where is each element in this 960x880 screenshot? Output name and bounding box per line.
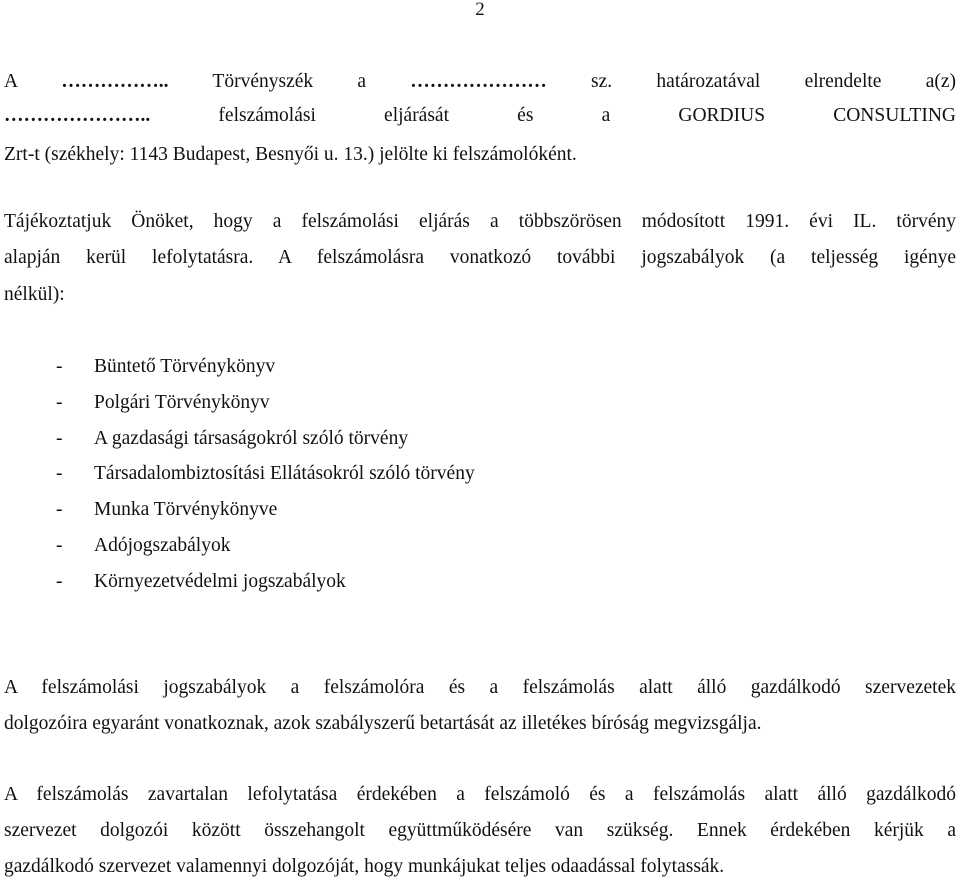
- list-dash: -: [56, 570, 63, 592]
- list-item-text: Környezetvédelmi jogszabályok: [94, 570, 346, 592]
- cooperation-line-1: A felszámolás zavartalan lefolytatása érdekében a felszámoló és a felszámolás alatt álló gazdálkodó: [4, 784, 956, 805]
- list-item-text: Munka Törvénykönyve: [94, 499, 278, 521]
- list-dash: -: [56, 463, 63, 485]
- intro-line-2: [4, 104, 956, 128]
- info-line-3: nélkül):: [4, 284, 65, 305]
- laws-list: [56, 355, 475, 606]
- list-dash: -: [56, 391, 63, 413]
- info-line-2: alapján kerül lefolytatásra. A felszámolásra vonatkozó további jogszabályok (a teljesség igénye: [4, 247, 956, 268]
- list-dash: -: [56, 356, 63, 377]
- list-item: [56, 427, 475, 463]
- list-item: [56, 534, 475, 570]
- list-item: [56, 570, 475, 606]
- list-item: [56, 498, 475, 534]
- intro-line-2-text: felszámolási eljárását és a GORDIUS CONSULTING: [218, 105, 957, 126]
- intro-article: A: [4, 71, 18, 92]
- list-item: [56, 462, 475, 498]
- court-label: Törvényszék a: [212, 71, 367, 92]
- info-line-1: Tájékoztatjuk Önöket, hogy a felszámolási eljárás a többszörösen módosított 1991. évi IL. törvény: [4, 211, 956, 232]
- ruling-number-placeholder: …………………: [410, 71, 547, 92]
- cooperation-line-3: gazdálkodó szervezet valamennyi dolgozóját, hogy munkájukat teljes odaadással folytassák.: [4, 856, 725, 877]
- scope-line-1: A felszámolási jogszabályok a felszámolóra és a felszámolás alatt álló gazdálkodó szervezetek: [4, 677, 956, 698]
- company-name-placeholder: …………………..: [4, 105, 151, 126]
- list-dash: -: [56, 427, 63, 449]
- court-name-placeholder: ……………..: [61, 71, 169, 92]
- list-item-text: Adójogszabályok: [94, 534, 231, 556]
- list-item-text: Büntető Törvénykönyv: [94, 356, 276, 377]
- list-item-text: Társadalombiztosítási Ellátásokról szóló törvény: [94, 463, 475, 485]
- list-dash: -: [56, 499, 63, 521]
- list-item-text: Polgári Törvénykönyv: [94, 391, 270, 413]
- cooperation-line-2: szervezet dolgozói között összehangolt együttműködésére van szükség. Ennek érdekében kérjük a: [4, 820, 956, 841]
- scope-line-2: dolgozóira egyaránt vonatkoznak, azok szabályszerű betartását az illetékes bíróság megvizsgálja.: [4, 713, 762, 734]
- list-item: [56, 391, 475, 427]
- intro-line-1: [4, 70, 956, 94]
- list-dash: -: [56, 534, 63, 556]
- ruling-text: sz. határozatával elrendelte a(z): [591, 71, 957, 92]
- page-number: 2: [475, 0, 485, 20]
- list-item: [56, 355, 475, 391]
- list-item-text: A gazdasági társaságokról szóló törvény: [94, 427, 409, 449]
- intro-line-3: Zrt-t (székhely: 1143 Budapest, Besnyői u. 13.) jelölte ki felszámolóként.: [4, 144, 577, 165]
